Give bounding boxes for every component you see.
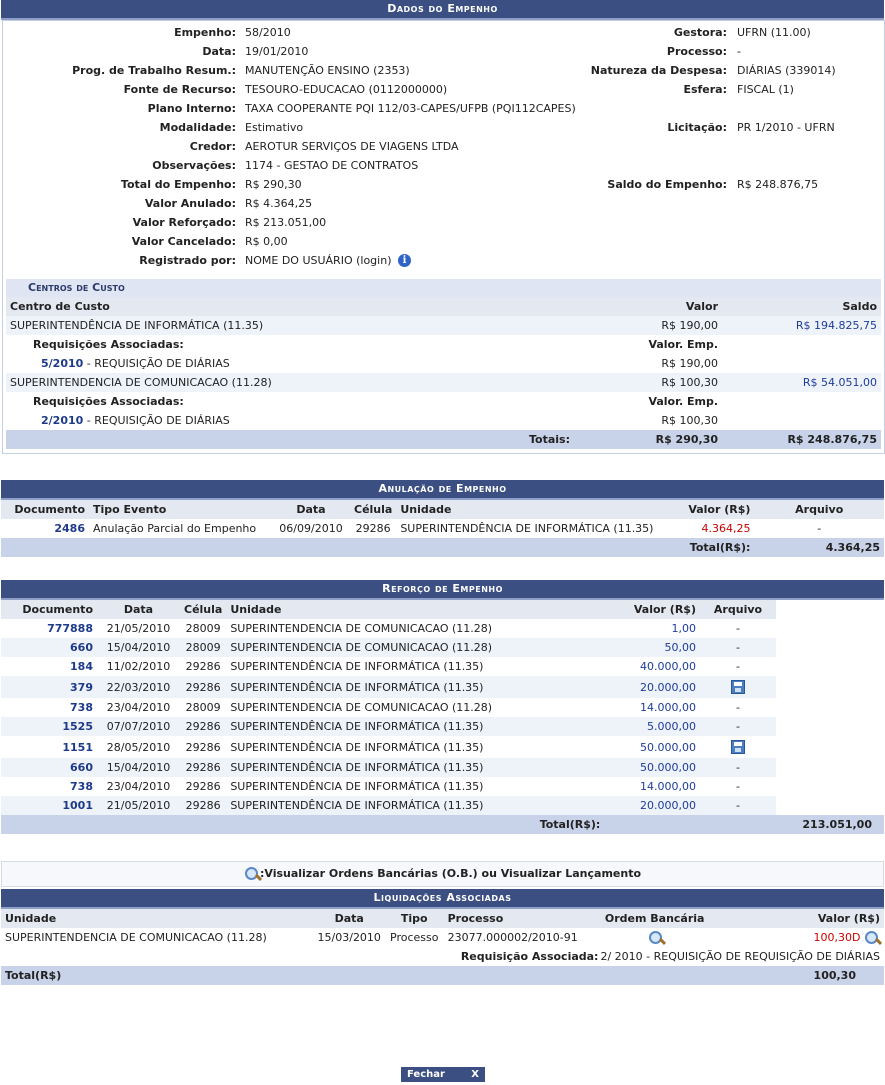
centros-custo-header: Centros de Custo xyxy=(6,279,881,297)
empty-cell xyxy=(776,619,884,638)
col-valor: Valor (R$) xyxy=(708,909,884,928)
liquidacoes-total-row xyxy=(1,966,884,985)
field-label: Observações: xyxy=(152,159,236,172)
req-associada-label: Requisição Associada: xyxy=(460,950,599,963)
reforco-doc-cell xyxy=(1,758,97,777)
liq-data: 15/03/2010 xyxy=(317,931,381,944)
reforco-doc-cell xyxy=(1,717,97,736)
anulacao-arquivo: - xyxy=(817,522,822,535)
magnifier-icon xyxy=(244,866,260,882)
reforco-valor: 50.000,00 xyxy=(640,740,696,754)
documento-link[interactable]: 1525 xyxy=(62,720,93,733)
centro-saldo: R$ 194.825,75 xyxy=(795,319,877,332)
field-value: R$ 4.364,25 xyxy=(245,197,313,210)
registrado-por-value xyxy=(245,254,411,267)
anulacao-header: Anulação de Empenho xyxy=(1,480,884,500)
totais-label: Totais: xyxy=(529,433,570,446)
reforco-data: 21/05/2010 xyxy=(106,799,171,812)
field-label: Valor Cancelado: xyxy=(131,235,236,248)
field-label: Valor Reforçado: xyxy=(132,216,236,229)
requisicao-link[interactable]: 2/2010 xyxy=(41,414,84,427)
reforco-col: Documento xyxy=(1,600,97,619)
anulacao-table xyxy=(1,500,884,557)
requisicao-cell xyxy=(6,411,574,430)
reforco-col: Célula xyxy=(180,600,226,619)
centro-valor: R$ 100,30 xyxy=(661,376,718,389)
dados-empenho-panel xyxy=(1,0,884,454)
reforco-celula: 28009 xyxy=(185,701,221,714)
reforco-data: 21/05/2010 xyxy=(106,622,171,635)
documento-link[interactable]: 1151 xyxy=(62,740,93,754)
centro-custo-row xyxy=(6,373,881,392)
anulacao-total-value: 4.364,25 xyxy=(825,541,880,554)
centros-custo-rows xyxy=(6,316,881,430)
dados-row xyxy=(3,137,884,156)
reforco-valor: 50,00 xyxy=(664,641,696,654)
liq-processo: 23077.000002/2010-91 xyxy=(447,931,578,944)
fechar-button[interactable] xyxy=(401,1067,485,1082)
anulacao-col: Documento xyxy=(1,500,89,519)
requisicao-row xyxy=(6,411,881,430)
disk-icon[interactable] xyxy=(731,680,745,694)
reforco-data: 11/02/2010 xyxy=(106,660,171,673)
field-value: PR 1/2010 - UFRN xyxy=(737,121,835,134)
centros-custo-table xyxy=(6,297,881,449)
reforco-header: Reforço de Empenho xyxy=(1,580,884,600)
reforco-arquivo: - xyxy=(736,780,740,793)
documento-link[interactable]: 660 xyxy=(70,761,93,774)
totais-saldo: R$ 248.876,75 xyxy=(787,433,877,446)
reforco-doc-cell xyxy=(1,638,97,657)
centro-nome: SUPERINTENDENCIA DE COMUNICACAO (11.28) xyxy=(10,376,272,389)
reforco-total-row xyxy=(1,815,884,834)
col-valor: Valor xyxy=(574,297,722,316)
field-label: Saldo do Empenho: xyxy=(607,178,727,191)
reforco-arquivo: - xyxy=(736,641,740,654)
reforco-col: Valor (R$) xyxy=(604,600,700,619)
fechar-label: Fechar xyxy=(407,1069,445,1080)
anulacao-col: Arquivo xyxy=(754,500,884,519)
reforco-arquivo xyxy=(700,736,776,758)
liquidacoes-header: Liquidações Associadas xyxy=(1,889,884,909)
reforco-unidade: SUPERINTENDÊNCIA DE INFORMÁTICA (11.35) xyxy=(230,720,484,733)
empty-cell xyxy=(722,411,881,430)
anulacao-rows xyxy=(1,519,884,538)
requisicao-desc: - REQUISIÇÃO DE DIÁRIAS xyxy=(83,357,230,370)
reforco-celula: 29286 xyxy=(185,799,221,812)
reforco-total-label: Total(R$): xyxy=(539,818,601,831)
reforco-arquivo: - xyxy=(736,720,740,733)
reforco-doc-cell xyxy=(1,676,97,698)
magnifier-icon[interactable] xyxy=(864,930,880,946)
centros-totais-row xyxy=(6,430,881,449)
field-label: Empenho: xyxy=(174,26,236,39)
reforco-row xyxy=(1,717,884,736)
field-value: 19/01/2010 xyxy=(245,45,309,58)
documento-link[interactable]: 738 xyxy=(70,701,93,714)
reforco-header-row xyxy=(1,600,884,619)
info-icon[interactable]: i xyxy=(398,254,411,267)
documento-link[interactable]: 777888 xyxy=(47,622,93,635)
reforco-unidade: SUPERINTENDÊNCIA DE INFORMÁTICA (11.35) xyxy=(230,660,484,673)
requisicao-link[interactable]: 5/2010 xyxy=(41,357,84,370)
documento-link[interactable]: 379 xyxy=(70,680,93,694)
reforco-celula: 29286 xyxy=(185,680,221,694)
legenda-text: :Visualizar Ordens Bancárias (O.B.) ou Visualizar Lançamento xyxy=(259,867,642,880)
reforco-total-value: 213.051,00 xyxy=(802,818,872,831)
field-value: Estimativo xyxy=(245,121,304,134)
field-label: Natureza da Despesa: xyxy=(590,64,727,77)
registrado-por-user: NOME DO USUÁRIO (login) xyxy=(245,254,392,267)
field-value: MANUTENÇÃO ENSINO (2353) xyxy=(245,64,410,77)
anulacao-panel xyxy=(1,480,884,557)
reforco-rows xyxy=(1,619,884,815)
dados-fields xyxy=(3,21,884,251)
reforco-arquivo xyxy=(700,676,776,698)
anulacao-data: 06/09/2010 xyxy=(279,522,343,535)
reforco-row xyxy=(1,676,884,698)
empty-header xyxy=(776,600,884,619)
reforco-doc-cell xyxy=(1,796,97,815)
field-value: 1174 - GESTAO DE CONTRATOS xyxy=(245,159,419,172)
reforco-data: 23/04/2010 xyxy=(106,780,171,793)
reforco-unidade: SUPERINTENDÊNCIA DE INFORMÁTICA (11.35) xyxy=(230,740,484,754)
requisicao-associada-row xyxy=(1,947,884,966)
reforco-data: 23/04/2010 xyxy=(106,701,171,714)
reforco-doc-cell xyxy=(1,698,97,717)
reforco-arquivo: - xyxy=(736,622,740,635)
reforco-unidade: SUPERINTENDÊNCIA DE INFORMÁTICA (11.35) xyxy=(230,799,484,812)
reforco-data: 22/03/2010 xyxy=(106,680,171,694)
field-value: UFRN (11.00) xyxy=(737,26,811,39)
registrado-por-label: Registrado por: xyxy=(139,254,236,267)
field-value: R$ 0,00 xyxy=(245,235,288,248)
reforco-row xyxy=(1,619,884,638)
anulacao-total-row xyxy=(1,538,884,557)
field-value: - xyxy=(737,45,741,58)
field-label: Processo: xyxy=(666,45,727,58)
empty-cell xyxy=(776,638,884,657)
reforco-unidade: SUPERINTENDÊNCIA DE INFORMÁTICA (11.35) xyxy=(230,680,484,694)
empty-cell xyxy=(722,392,881,411)
documento-link[interactable]: 660 xyxy=(70,641,93,654)
requisicao-valor: R$ 100,30 xyxy=(661,414,718,427)
dados-row xyxy=(3,99,884,118)
reforco-unidade: SUPERINTENDENCIA DE COMUNICACAO (11.28) xyxy=(230,701,493,714)
liquidacoes-table xyxy=(1,909,884,985)
anulacao-total-label: Total(R$): xyxy=(689,541,751,554)
reforco-celula: 29286 xyxy=(185,780,221,793)
empty-cell xyxy=(776,758,884,777)
reforco-celula: 29286 xyxy=(185,720,221,733)
reforco-row xyxy=(1,758,884,777)
valor-emp-label: Valor. Emp. xyxy=(648,395,718,408)
documento-link[interactable]: 1001 xyxy=(62,799,93,812)
requisicoes-label: Requisições Associadas: xyxy=(33,338,184,351)
field-value: TAXA COOPERANTE PQI 112/03-CAPES/UFPB (PQI112CAPES) xyxy=(245,102,576,115)
reforco-arquivo: - xyxy=(736,701,740,714)
reforco-data: 15/04/2010 xyxy=(106,761,171,774)
col-data: Data xyxy=(314,909,385,928)
anulacao-row xyxy=(1,519,884,538)
reforco-unidade: SUPERINTENDÊNCIA DE INFORMÁTICA (11.35) xyxy=(230,780,484,793)
requisicao-valor: R$ 190,00 xyxy=(661,357,718,370)
totais-valor: R$ 290,30 xyxy=(655,433,718,446)
field-value: TESOURO-EDUCACAO (0112000000) xyxy=(245,83,448,96)
empty-cell xyxy=(722,335,881,354)
empty-cell xyxy=(722,354,881,373)
field-label: Plano Interno: xyxy=(147,102,236,115)
registrado-por-row xyxy=(3,251,884,273)
liquidacoes-panel xyxy=(1,889,884,985)
anulacao-col: Tipo Evento xyxy=(89,500,272,519)
dados-row xyxy=(3,175,884,194)
liquidacao-row xyxy=(1,928,884,947)
reforco-col: Unidade xyxy=(226,600,604,619)
reforco-row xyxy=(1,638,884,657)
field-value: AEROTUR SERVIÇOS DE VIAGENS LTDA xyxy=(245,140,459,153)
documento-link[interactable]: 184 xyxy=(70,660,93,673)
reforco-row xyxy=(1,736,884,758)
anulacao-col: Célula xyxy=(350,500,396,519)
reforco-celula: 28009 xyxy=(185,641,221,654)
anulacao-tipo: Anulação Parcial do Empenho xyxy=(93,522,257,535)
col-centro-custo: Centro de Custo xyxy=(6,297,574,316)
requisicao-desc: - REQUISIÇÃO DE DIÁRIAS xyxy=(83,414,230,427)
reforco-arquivo: - xyxy=(736,660,740,673)
reforco-celula: 29286 xyxy=(185,761,221,774)
liq-tipo: Processo xyxy=(390,931,439,944)
reforco-valor: 14.000,00 xyxy=(640,701,696,714)
col-unidade: Unidade xyxy=(1,909,314,928)
reforco-celula: 28009 xyxy=(185,622,221,635)
empty-cell xyxy=(776,698,884,717)
reforco-data: 15/04/2010 xyxy=(106,641,171,654)
field-value: DIÁRIAS (339014) xyxy=(737,64,836,77)
field-label: Licitação: xyxy=(667,121,727,134)
reforco-valor: 50.000,00 xyxy=(640,761,696,774)
col-processo: Processo xyxy=(444,909,601,928)
reforco-arquivo: - xyxy=(736,761,740,774)
reforco-data: 07/07/2010 xyxy=(106,720,171,733)
reforco-unidade: SUPERINTENDENCIA DE COMUNICACAO (11.28) xyxy=(230,622,493,635)
reforco-valor: 1,00 xyxy=(671,622,696,635)
field-label: Total do Empenho: xyxy=(120,178,236,191)
empty-cell xyxy=(776,717,884,736)
field-value: 58/2010 xyxy=(245,26,291,39)
reforco-valor: 20.000,00 xyxy=(640,680,696,694)
dados-empenho-body xyxy=(2,20,885,454)
field-label: Valor Anulado: xyxy=(144,197,236,210)
reforco-col: Arquivo xyxy=(700,600,776,619)
magnifier-icon[interactable] xyxy=(648,930,664,946)
centro-saldo: R$ 54.051,00 xyxy=(802,376,877,389)
field-label: Gestora: xyxy=(673,26,727,39)
reforco-unidade: SUPERINTENDENCIA DE COMUNICACAO (11.28) xyxy=(230,641,493,654)
liq-valor-cell xyxy=(708,928,884,947)
reforco-celula: 29286 xyxy=(185,660,221,673)
col-tipo: Tipo xyxy=(385,909,444,928)
field-label: Credor: xyxy=(189,140,236,153)
field-value: R$ 213.051,00 xyxy=(245,216,327,229)
requisicao-row xyxy=(6,354,881,373)
dados-empenho-header: Dados do Empenho xyxy=(1,0,884,20)
dados-row xyxy=(3,80,884,99)
field-label: Esfera: xyxy=(683,83,727,96)
empty-cell xyxy=(776,676,884,698)
anulacao-col: Data xyxy=(272,500,350,519)
dados-row xyxy=(3,232,884,251)
dados-row xyxy=(3,156,884,175)
reforco-row xyxy=(1,657,884,676)
liq-ordem-bancaria xyxy=(600,928,708,947)
reforco-row xyxy=(1,698,884,717)
field-label: Data: xyxy=(202,45,236,58)
valor-emp-label: Valor. Emp. xyxy=(648,338,718,351)
reforco-arquivo: - xyxy=(736,799,740,812)
anulacao-col: Unidade xyxy=(396,500,684,519)
reforco-col: Data xyxy=(97,600,180,619)
reforco-valor: 5.000,00 xyxy=(647,720,696,733)
requisicoes-header-row xyxy=(6,335,881,354)
documento-link[interactable]: 738 xyxy=(70,780,93,793)
requisicoes-label: Requisições Associadas: xyxy=(33,395,184,408)
field-label: Modalidade: xyxy=(159,121,236,134)
liq-total-value: 100,30 xyxy=(813,969,856,982)
col-ordem-bancaria: Ordem Bancária xyxy=(600,909,708,928)
centro-custo-row xyxy=(6,316,881,335)
centro-valor: R$ 190,00 xyxy=(661,319,718,332)
reforco-table xyxy=(1,600,884,834)
liq-valor: 100,30D xyxy=(813,930,861,944)
close-icon: X xyxy=(471,1069,479,1080)
liq-unidade: SUPERINTENDENCIA DE COMUNICACAO (11.28) xyxy=(5,931,267,944)
dados-row xyxy=(3,23,884,42)
dados-row xyxy=(3,213,884,232)
empty-cell xyxy=(776,736,884,758)
field-value: R$ 248.876,75 xyxy=(737,178,819,191)
dados-row xyxy=(3,61,884,80)
dados-row xyxy=(3,118,884,137)
anulacao-doc-cell xyxy=(1,519,89,538)
reforco-celula: 29286 xyxy=(185,740,221,754)
field-label: Prog. de Trabalho Resum.: xyxy=(72,64,236,77)
reforco-valor: 14.000,00 xyxy=(640,780,696,793)
requisicao-cell xyxy=(6,354,574,373)
req-associada-value: 2/ 2010 - REQUISIÇÃO DE REQUISIÇÃO DE DIÁRIAS xyxy=(600,950,880,963)
empty-cell xyxy=(776,796,884,815)
reforco-valor: 40.000,00 xyxy=(640,660,696,673)
reforco-doc-cell xyxy=(1,736,97,758)
legenda-bar xyxy=(1,861,884,887)
col-saldo: Saldo xyxy=(722,297,881,316)
dados-row xyxy=(3,194,884,213)
anulacao-unidade: SUPERINTENDÊNCIA DE INFORMÁTICA (11.35) xyxy=(400,522,654,535)
documento-link[interactable]: 2486 xyxy=(54,522,85,535)
reforco-unidade: SUPERINTENDÊNCIA DE INFORMÁTICA (11.35) xyxy=(230,761,484,774)
field-value: R$ 290,30 xyxy=(245,178,302,191)
requisicoes-header-row xyxy=(6,392,881,411)
liquidacoes-header-row xyxy=(1,909,884,928)
field-value: FISCAL (1) xyxy=(737,83,794,96)
anulacao-col: Valor (R$) xyxy=(684,500,754,519)
anulacao-valor: 4.364,25 xyxy=(701,522,751,535)
anulacao-header-row xyxy=(1,500,884,519)
dados-row xyxy=(3,42,884,61)
field-label: Fonte de Recurso: xyxy=(123,83,236,96)
reforco-data: 28/05/2010 xyxy=(106,740,171,754)
anulacao-celula: 29286 xyxy=(355,522,391,535)
reforco-row xyxy=(1,777,884,796)
reforco-doc-cell xyxy=(1,619,97,638)
disk-icon[interactable] xyxy=(731,740,745,754)
reforco-row xyxy=(1,796,884,815)
reforco-panel xyxy=(1,580,884,834)
liq-total-label: Total(R$) xyxy=(5,969,62,982)
reforco-doc-cell xyxy=(1,777,97,796)
empty-cell xyxy=(776,657,884,676)
reforco-valor: 20.000,00 xyxy=(640,799,696,812)
empty-cell xyxy=(776,777,884,796)
reforco-doc-cell xyxy=(1,657,97,676)
centro-nome: SUPERINTENDÊNCIA DE INFORMÁTICA (11.35) xyxy=(10,319,264,332)
